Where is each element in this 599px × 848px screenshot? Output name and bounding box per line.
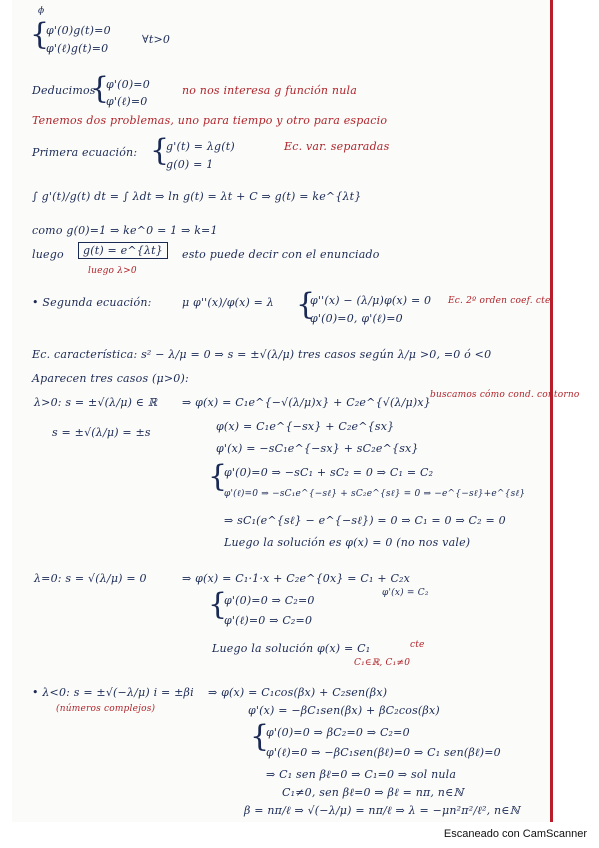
separable-note: Ec. var. separadas: [284, 140, 390, 153]
neg-eigen-condition: C₁≠0, sen βℓ=0 ⇒ βℓ = nπ, n∈ℕ: [282, 786, 464, 799]
boundary-search-note: buscamos cómo cond. contorno: [430, 390, 580, 400]
zero-bc-0: φ'(0)=0 ⇒ C₂=0: [224, 594, 315, 607]
neg-null-branch: ⇒ C₁ sen βℓ=0 ⇒ C₁=0 ⇒ sol nula: [266, 768, 457, 781]
neg-bc-l: φ'(ℓ)=0 ⇒ −βC₁sen(βℓ)=0 ⇒ C₁ sen(βℓ)=0: [266, 746, 501, 759]
zero-bc-l: φ'(ℓ)=0 ⇒ C₂=0: [224, 614, 313, 627]
constant-solution: Luego la solución φ(x) = C₁: [212, 642, 371, 655]
bc-brace-1: {: [208, 459, 228, 494]
complex-numbers-note: (números complejos): [56, 704, 156, 714]
camscanner-footer: Escaneado con CamScanner: [443, 828, 587, 840]
second-eq-brace: {: [296, 287, 316, 322]
boundary-eq-1: φ'(0)g(t)=0: [46, 24, 111, 37]
second-eq-ratio: μ φ''(x)/φ(x) = λ: [182, 296, 274, 309]
phi-symbol: ϕ: [38, 6, 45, 16]
cte-note: cte: [410, 640, 425, 650]
case-positive-solution: ⇒ φ(x) = C₁e^{−√(λ/μ)x} + C₂e^{√(λ/μ)x}: [182, 396, 431, 409]
case-positive-roots: λ>0: s = ±√(λ/μ) ∈ ℝ: [34, 396, 158, 409]
first-eq-1: g'(t) = λg(t): [166, 140, 235, 153]
case-zero-solution: ⇒ φ(x) = C₁·1·x + C₂e^{0x} = C₁ + C₂x: [182, 572, 411, 585]
case-negative-solution: ⇒ φ(x) = C₁cos(βx) + C₂sen(βx): [208, 686, 388, 699]
null-function-note: no nos interesa g función nula: [182, 84, 357, 97]
scanned-notes-page: [12, 0, 580, 822]
g-solution-boxed: g(t) = e^{λt}: [78, 242, 168, 259]
oscillatory-derivative: φ'(x) = −βC₁sen(βx) + βC₂cos(βx): [248, 704, 440, 717]
initial-condition: como g(0)=1 ⇒ ke^0 = 1 ⇒ k=1: [32, 224, 218, 237]
enunciado-note: esto puede decir con el enunciado: [182, 248, 380, 261]
deduce-eq-1: φ'(0)=0: [106, 78, 150, 91]
boundary-eq-2: φ'(ℓ)g(t)=0: [46, 42, 109, 55]
bc-eval-l: φ'(ℓ)=0 ⇒ −sC₁e^{−sℓ} + sC₂e^{sℓ} = 0 ⇒ −e^{−sℓ}+e^{sℓ}: [224, 489, 526, 499]
deduce-brace: {: [90, 71, 110, 106]
integration-step: ∫ g'(t)/g(t) dt = ∫ λdt ⇒ ln g(t) = λt + C ⇒ g(t) = ke^{λt}: [32, 190, 362, 203]
deduce-eq-2: φ'(ℓ)=0: [106, 95, 148, 108]
bc-brace-2: {: [208, 587, 228, 622]
case-negative-roots: • λ<0: s = ±√(−λ/μ) i = ±βi: [32, 686, 194, 699]
second-eq-ode: φ''(x) − (λ/μ)φ(x) = 0: [310, 294, 432, 307]
bc-result: ⇒ sC₁(e^{sℓ} − e^{−sℓ}) = 0 ⇒ C₁ = 0 ⇒ C₂ = 0: [224, 514, 506, 527]
characteristic-eq: Ec. característica: s² − λ/μ = 0 ⇒ s = ±√(λ/μ) tres casos según λ/μ >0, =0 ó <0: [32, 348, 492, 361]
bc-eval-0: φ'(0)=0 ⇒ −sC₁ + sC₂ = 0 ⇒ C₁ = C₂: [224, 466, 434, 479]
constant-coef-note: Ec. 2º orden coef. cte: [448, 296, 551, 306]
zero-derivative: φ'(x) = C₂: [382, 588, 429, 598]
first-eq-2: g(0) = 1: [166, 158, 214, 171]
eigenvalue-formula: β = nπ/ℓ ⇒ √(−λ/μ) = nπ/ℓ ⇒ λ = −μn²π²/ℓ², n∈ℕ: [244, 804, 520, 817]
neg-bc-0: φ'(0)=0 ⇒ βC₂=0 ⇒ C₂=0: [266, 726, 410, 739]
first-equation-label: Primera ecuación:: [32, 146, 138, 159]
second-equation-label: • Segunda ecuación:: [32, 296, 152, 309]
c1-nonzero-note: C₁∈ℝ, C₁≠0: [354, 658, 411, 668]
phi-general: φ(x) = C₁e^{−sx} + C₂e^{sx}: [216, 420, 395, 433]
for-all-t: ∀t>0: [142, 33, 171, 46]
case-zero-roots: λ=0: s = √(λ/μ) = 0: [34, 572, 147, 585]
luego-label: luego: [32, 248, 64, 261]
s-definition: s = ±√(λ/μ) = ±s: [52, 426, 151, 439]
phi-derivative: φ'(x) = −sC₁e^{−sx} + sC₂e^{sx}: [216, 442, 419, 455]
bc-brace-3: {: [250, 719, 270, 754]
two-problems-note: Tenemos dos problemas, uno para tiempo y otro para espacio: [32, 114, 388, 127]
deducimos-label: Deducimos: [32, 84, 96, 97]
three-cases-label: Aparecen tres casos (μ>0):: [32, 372, 189, 385]
lambda-positive-note: luego λ>0: [88, 266, 137, 276]
system-brace: {: [30, 17, 50, 52]
trivial-solution: Luego la solución es φ(x) = 0 (no nos vale): [224, 536, 471, 549]
second-eq-bc: φ'(0)=0, φ'(ℓ)=0: [310, 312, 403, 325]
first-eq-brace: {: [150, 133, 170, 168]
